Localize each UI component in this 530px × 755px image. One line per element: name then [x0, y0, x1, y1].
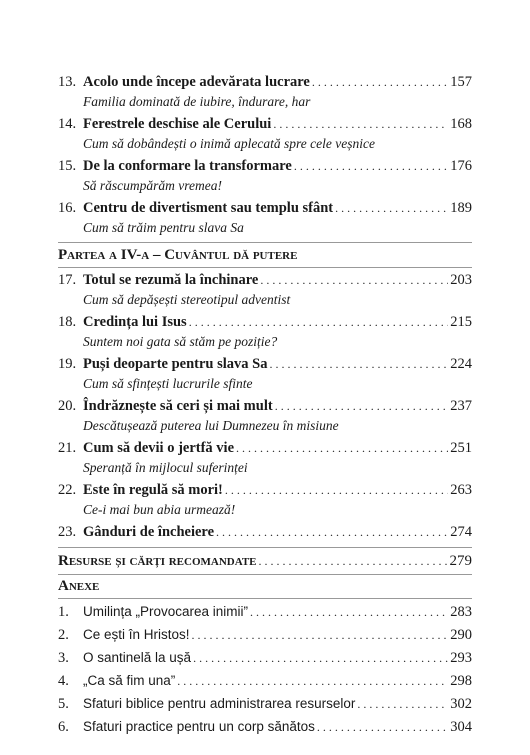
- entry-page: 215: [450, 314, 472, 330]
- entry-page: 274: [450, 524, 472, 540]
- leader-dots: [193, 649, 448, 667]
- leader-dots: [177, 672, 448, 690]
- entry-page: 279: [449, 553, 472, 569]
- leader-dots: [270, 355, 449, 373]
- entry-subtitle: Cum să depășești stereotipul adventist: [83, 292, 291, 307]
- leader-dots: [216, 523, 448, 541]
- entry-page: 168: [450, 116, 472, 132]
- toc-entry-22: [58, 481, 472, 499]
- toc-annex-4: [58, 672, 472, 690]
- section-divider: [58, 267, 472, 268]
- toc-entry-18: [58, 313, 472, 331]
- entry-title: Centru de divertisment sau templu sfânt: [83, 200, 334, 216]
- entry-page: 224: [450, 356, 472, 372]
- entry-subtitle: Descătușează puterea lui Dumnezeu în misiune: [83, 418, 339, 433]
- leader-dots: [250, 603, 448, 621]
- toc-entry-13: [58, 73, 472, 91]
- entry-number: 15.: [58, 158, 77, 174]
- entry-number: 13.: [58, 74, 77, 90]
- section-divider: [58, 547, 472, 548]
- toc-annex-3: [58, 649, 472, 667]
- section-divider: [58, 574, 472, 575]
- entry-title: Credința lui Isus: [83, 314, 187, 330]
- entry-subtitle: Ce-i mai bun abia urmează!: [83, 502, 236, 517]
- part-heading: Partea a IV-a – Cuvântul dă putere: [58, 247, 298, 263]
- leader-dots: [294, 157, 448, 175]
- entry-page: 283: [450, 604, 472, 620]
- entry-page: 203: [450, 272, 472, 288]
- entry-title: O santinelă la ușă: [83, 650, 192, 665]
- leader-dots: [275, 397, 449, 415]
- leader-dots: [357, 695, 448, 713]
- entry-number: 2.: [58, 627, 69, 643]
- toc-annex-2: [58, 626, 472, 644]
- entry-subtitle: Familia dominată de iubire, îndurare, har: [83, 94, 311, 109]
- toc-annex-6: [58, 718, 472, 736]
- entry-number: 19.: [58, 356, 77, 372]
- leader-dots: [335, 199, 448, 217]
- toc-entry-14: [58, 115, 472, 133]
- entry-subtitle: Speranță în mijlocul suferinței: [83, 460, 248, 475]
- entry-title: Cum să devii o jertfă vie: [83, 440, 235, 456]
- section-divider: [58, 598, 472, 599]
- entry-number: 21.: [58, 440, 77, 456]
- leader-dots: [189, 313, 449, 331]
- entry-page: 302: [450, 696, 472, 712]
- entry-number: 3.: [58, 650, 69, 666]
- entry-title: Sfaturi biblice pentru administrarea resurselor: [83, 696, 356, 711]
- entry-title: Ce ești în Hristos!: [83, 627, 190, 642]
- entry-page: 189: [450, 200, 472, 216]
- entry-title: Ferestrele deschise ale Cerului: [83, 116, 272, 132]
- entry-number: 16.: [58, 200, 77, 216]
- toc-entry-resources: [58, 552, 472, 570]
- entry-title: „Ca să fim una”: [83, 673, 176, 688]
- leader-dots: [225, 481, 448, 499]
- toc-entry-21: [58, 439, 472, 457]
- toc-annex-5: [58, 695, 472, 713]
- entry-page: 176: [450, 158, 472, 174]
- entry-number: 6.: [58, 719, 69, 735]
- toc-entry-23: [58, 523, 472, 541]
- entry-title: Resurse și cărți recomandate: [58, 553, 257, 569]
- entry-page: 157: [450, 74, 472, 90]
- entry-number: 5.: [58, 696, 69, 712]
- entry-title: Totul se rezumă la închinare: [83, 272, 259, 288]
- entry-title: Îndrăznește să ceri și mai mult: [83, 398, 273, 414]
- entry-subtitle: Cum să sfințești lucrurile sfinte: [83, 376, 253, 391]
- entry-number: 1.: [58, 604, 69, 620]
- toc-entry-20: [58, 397, 472, 415]
- toc-entry-17: [58, 271, 472, 289]
- entry-number: 4.: [58, 673, 69, 689]
- toc-entry-16: [58, 199, 472, 217]
- entry-subtitle: Cum să dobândești o inimă aplecată spre cele veșnice: [83, 136, 375, 151]
- section-divider: [58, 242, 472, 243]
- entry-page: 304: [450, 719, 472, 735]
- entry-number: 23.: [58, 524, 77, 540]
- entry-page: 290: [450, 627, 472, 643]
- leader-dots: [273, 115, 448, 133]
- entry-page: 251: [450, 440, 472, 456]
- entry-title: Puși deoparte pentru slava Sa: [83, 356, 268, 372]
- entry-title: Este în regulă să mori!: [83, 482, 223, 498]
- toc-annex-1: [58, 603, 472, 621]
- leader-dots: [260, 271, 448, 289]
- entry-title: De la conformare la transformare: [83, 158, 292, 174]
- toc-entry-15: [58, 157, 472, 175]
- leader-dots: [317, 718, 448, 736]
- annex-heading: Anexe: [58, 578, 100, 594]
- entry-page: 237: [450, 398, 472, 414]
- entry-page: 293: [450, 650, 472, 666]
- entry-subtitle: Suntem noi gata să stăm pe poziție?: [83, 334, 278, 349]
- toc-entry-19: [58, 355, 472, 373]
- entry-title: Gânduri de încheiere: [83, 524, 215, 540]
- entry-number: 14.: [58, 116, 77, 132]
- leader-dots: [236, 439, 448, 457]
- leader-dots: [192, 626, 449, 644]
- leader-dots: [312, 73, 448, 91]
- leader-dots: [259, 552, 448, 570]
- entry-subtitle: Să răscumpărăm vremea!: [83, 178, 222, 193]
- entry-subtitle: Cum să trăim pentru slava Sa: [83, 220, 244, 235]
- entry-number: 17.: [58, 272, 77, 288]
- entry-page: 263: [450, 482, 472, 498]
- entry-number: 18.: [58, 314, 77, 330]
- entry-title: Sfaturi practice pentru un corp sănătos: [83, 719, 315, 734]
- entry-number: 22.: [58, 482, 77, 498]
- entry-title: Acolo unde începe adevărata lucrare: [83, 74, 310, 90]
- entry-number: 20.: [58, 398, 77, 414]
- entry-title: Umilința „Provocarea inimii”: [83, 604, 249, 619]
- entry-page: 298: [450, 673, 472, 689]
